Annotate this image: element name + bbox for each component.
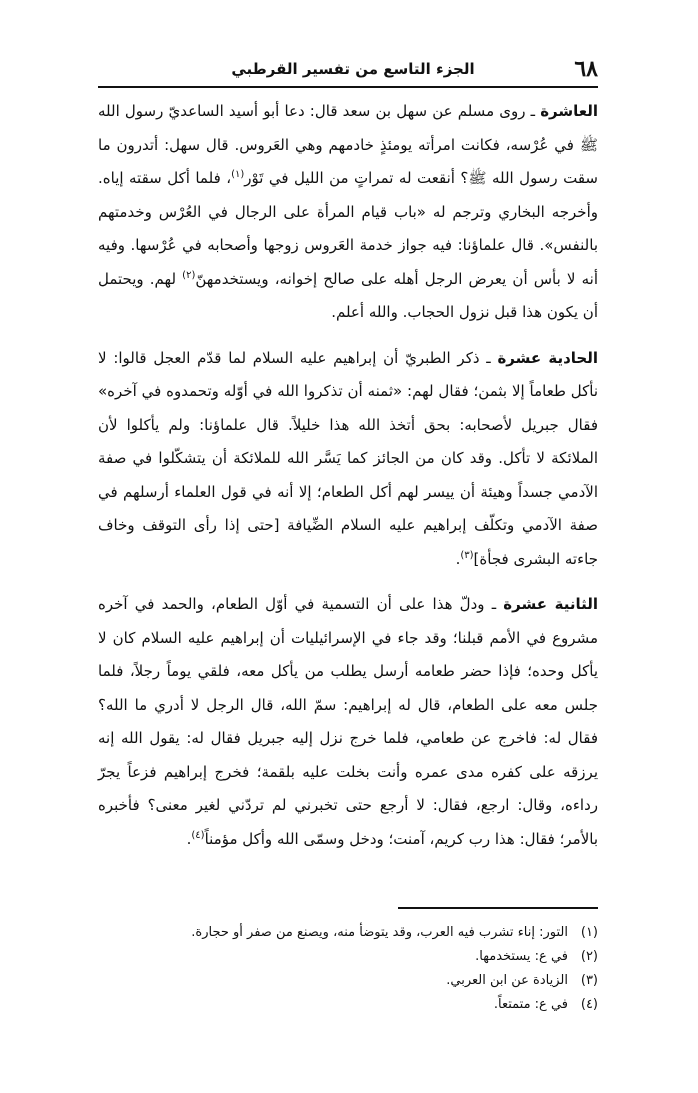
footnote-ref: (١)	[231, 169, 245, 180]
paragraph-text: .	[186, 829, 192, 848]
paragraph-text: ـ روى مسلم عن سهل بن سعد قال: دعا أبو أسيد الساعديّ رسول الله ﷺ في عُرْسه، فكانت امرأته يومئذٍ خادمهم وهي العَروس. قال سهل: أتدرون ما سقت رسول الله ﷺ؟ أنقعت له تمراتٍ من الليل في تَوْر	[98, 102, 598, 187]
paragraph-twelfth	[98, 588, 598, 856]
footnote-3	[98, 969, 598, 993]
paragraph-lead: الحادية عشرة	[497, 348, 598, 367]
footnote-ref: (٣)	[460, 549, 474, 561]
footnote-number: (٣)	[580, 973, 598, 988]
footnote-1	[98, 921, 598, 945]
footnote-ref: (٢)	[182, 269, 196, 281]
footnote-number: (٢)	[580, 949, 598, 964]
page-header	[98, 52, 598, 88]
footnote-text: التور: إناء تشرب فيه العرب، وقد يتوضأ منه، ويصنع من صفر أو حجارة.	[191, 925, 568, 940]
paragraph-text: ـ ذكر الطبريّ أن إبراهيم عليه السلام لما قدّم العجل قالوا: لا نأكل طعاماً إلا بثمن؛ فقال لهم: «ثمنه أن تذكروا الله في أوّله وتحمدوه في آخره» فقال جبريل لأصحابه: بحق أتخذ الله هذا خليلاً. قال علماؤنا: ولم يأكلوا لأن الملائكة لا تأكل. وقد كان من الجائز كما يَسَّر الله للملائكة أن يتشكّلوا في صفة الآدمي جسداً وهيئة أن ييسر لهم أكل الطعام؛ إلا أنه في قول العلماء أرسلهم في صفة الآدمي وتكلّف إبراهيم عليه السلام الضِّيافة [حتى إذا رأى التوقف وخاف جاءته البشرى فجأة]	[98, 348, 598, 568]
footnotes	[98, 907, 598, 1017]
footnote-text: في ع: متمتعاً.	[493, 997, 568, 1012]
footnote-2	[98, 945, 598, 969]
footnote-text: الزيادة عن ابن العربي.	[446, 973, 568, 988]
paragraph-text: ، فلما أكل سقته إياه. وأخرجه البخاري وترجم له «باب قيام المرأة على الرجال في العُرْس وخدمتهم بالنفس». قال علماؤنا: فيه جواز خدمة العَروس زوجها وأصحابه في عُرْسها. وفيه أنه لا بأس أن يعرض الرجل أهله على صالح إخوانه، ويستخدمهنّ	[98, 169, 598, 288]
paragraph-lead: الثانية عشرة	[503, 595, 598, 613]
running-title: الجزء التاسع من تفسير القرطبي	[231, 60, 475, 78]
footnote-text: في ع: يستخدمها.	[475, 949, 568, 964]
footnote-ref: (٤)	[191, 829, 205, 841]
paragraph-text: .	[455, 549, 461, 568]
paragraph-tenth	[98, 95, 598, 330]
paragraph-text: لهم. ويحتمل أن يكون هذا قبل نزول الحجاب. والله أعلم.	[98, 269, 598, 321]
paragraph-lead: العاشرة	[540, 102, 598, 120]
footnote-4	[98, 993, 598, 1017]
footnote-number: (٤)	[580, 997, 598, 1012]
footnote-number: (١)	[580, 925, 598, 940]
footnote-divider	[398, 907, 598, 909]
page-number: ٦٨	[574, 56, 598, 82]
page-body	[98, 95, 598, 868]
paragraph-eleventh	[98, 342, 598, 577]
paragraph-text: ـ ودلّ هذا على أن التسمية في أوّل الطعام، والحمد في آخره مشروع في الأمم قبلنا؛ وقد جاء في الإسرائيليات أن إبراهيم عليه السلام كان لا يأكل وحده؛ فإذا حضر طعامه أرسل يطلب من يأكل معه، فلقي يوماً رجلاً، فلما جلس معه على الطعام، قال له إبراهيم: سمّ الله، قال الرجل لا أدري ما الله؟ فقال له: فاخرج عن طعامي، فلما خرج نزل إليه جبريل فقال له: يقول الله إنه يرزقه على كفره مدى عمره وأنت بخلت عليه بلقمة؛ فخرج إبراهيم فزعاً يجرّ رداءه، وقال: ارجع، فقال: لا أرجع حتى تخبرني لم تردّني لغير معنى؟ فأخبره بالأمر؛ فقال: هذا رب كريم، آمنت؛ ودخل وسمّى الله وأكل مؤمناً	[98, 595, 598, 848]
